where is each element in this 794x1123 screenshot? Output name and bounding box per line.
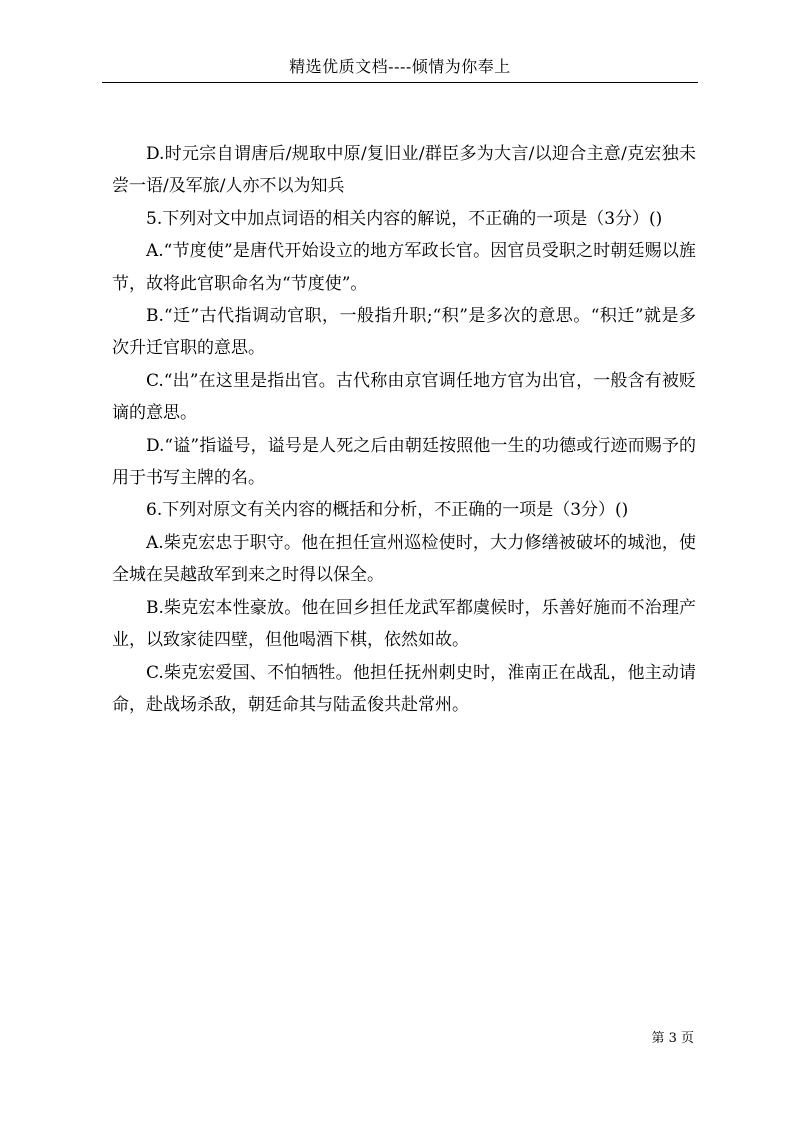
q5-option-a: A.“节度使”是唐代开始设立的地方军政长官。因官员受职之时朝廷赐以旌节，故将此官职命名为“节度使”。 xyxy=(112,241,696,294)
q6-option-b: B.柴克宏本性豪放。他在回乡担任龙武军都虞候时，乐善好施而不治理产业，以致家徒四壁，但他喝酒下棋，依然如故。 xyxy=(112,597,696,651)
q6-option-a: A.柴克宏忠于职守。他在担任宣州巡检使时，大力修缮被破坏的城池，使全城在吴越敌军到来之时得以保全。 xyxy=(112,532,696,586)
page-header xyxy=(102,52,698,83)
document-body xyxy=(112,138,696,721)
question-6: 6.下列对原文有关内容的概括和分析，不正确的一项是（3分）() xyxy=(146,500,629,521)
header-title: 精选优质文档----倾情为你奉上 xyxy=(289,57,511,76)
q5-option-b: B.“迁”古代指调动官职，一般指升职;“积”是多次的意思。“积迁”就是多次升迁官职的意思。 xyxy=(112,306,696,359)
q5-option-c: C.“出”在这里是指出官。古代称由京官调任地方官为出官，一般含有被贬谪的意思。 xyxy=(112,370,696,424)
option-d-punctuation: D.时元宗自谓唐后/规取中原/复旧业/群臣多为大言/以迎合主意/克宏独未尝一语/及军旅/人亦不以为知兵 xyxy=(112,144,696,197)
page-number: 第 3 页 xyxy=(651,1031,694,1046)
q6-option-c: C.柴克宏爱国、不怕牺牲。他担任抚州刺史时，淮南正在战乱，他主动请命，赴战场杀敌，朝廷命其与陆孟俊共赴常州。 xyxy=(112,662,696,715)
question-5: 5.下列对文中加点词语的相关内容的解说，不正确的一项是（3分）() xyxy=(146,208,663,229)
q5-option-d: D.“谥”指谥号，谥号是人死之后由朝廷按照他一生的功德或行迹而赐予的用于书写主牌的名。 xyxy=(112,435,696,489)
